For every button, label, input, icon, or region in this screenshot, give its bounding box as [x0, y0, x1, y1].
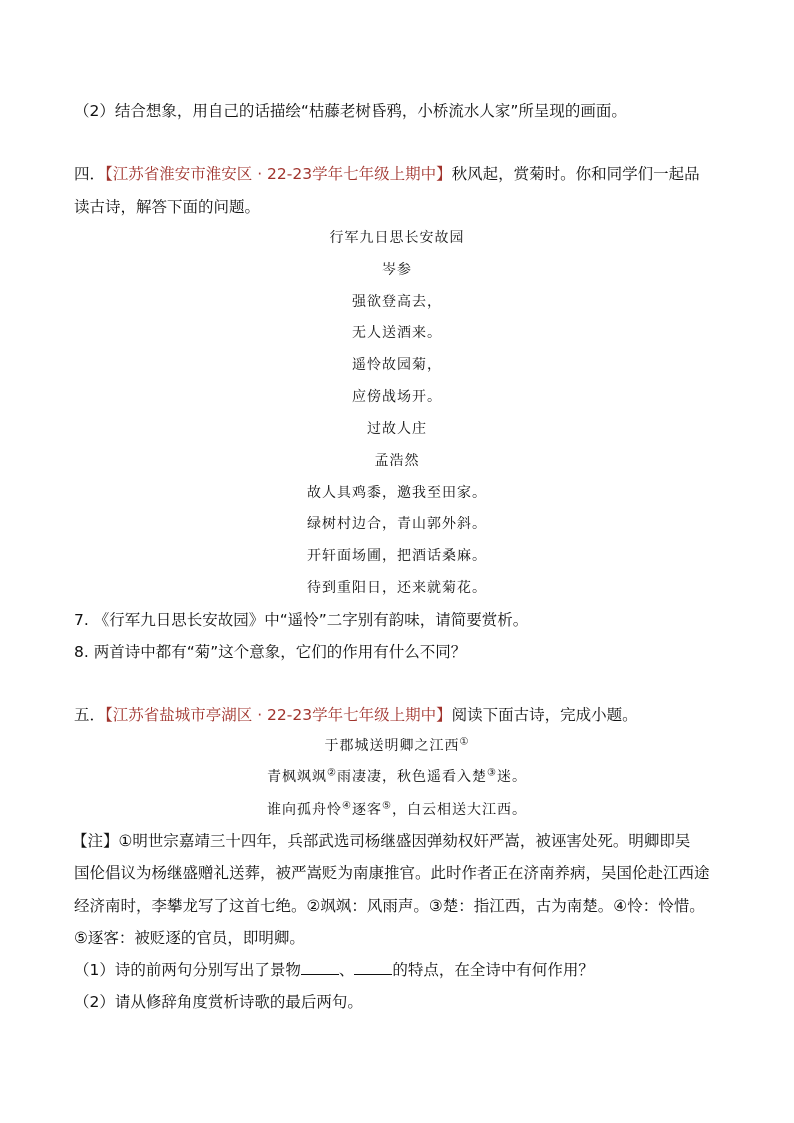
- poem-3-text: ，白云相送大江西。: [391, 802, 527, 818]
- poem-1-title: 行军九日思长安故园: [329, 230, 465, 246]
- poem-2-line: 开轩面场圃，把酒话桑麻。: [307, 548, 487, 564]
- poem-3-title: [0, 736, 794, 756]
- question-text: 、: [338, 961, 355, 979]
- note-line: 国伦倡议为杨继盛赠礼送葬，被严嵩贬为南康推官。此时作者正在济南养病，吴国伦赴江西途: [74, 864, 710, 882]
- section-4-intro-a: 秋风起，赏菊时。你和同学们一起品: [451, 165, 700, 183]
- note-mark: ①: [459, 736, 470, 748]
- question-8: 8. 两首诗中都有“菊”这个意象，它们的作用有什么不同？: [74, 643, 467, 661]
- poem-3-line-2: [0, 800, 794, 820]
- poem-3-text: 逐客: [352, 802, 382, 818]
- note-mark: ④: [342, 800, 352, 812]
- question-text: （1）诗的前两句分别写出了景物: [74, 961, 301, 979]
- poem-3-text: 雨凄凄，秋色遥看入楚: [337, 769, 487, 785]
- section-4-header: [74, 163, 734, 185]
- section-4-intro-b: 读古诗，解答下面的问题。: [74, 198, 261, 216]
- question-7: 7. 《行军九日思长安故园》中“遥怜”二字别有韵味，请简要赏析。: [74, 611, 529, 629]
- note-line: 【注】①明世宗嘉靖三十四年，兵部武选司杨继盛因弹劾权奸严嵩，被诬害处死。明卿即吴: [72, 832, 691, 850]
- poem-3-text: 迷。: [496, 769, 527, 785]
- section-4-source: 【江苏省淮安市淮安区 · 22-23学年七年级上期中】: [105, 165, 452, 183]
- section-4-number: 四．: [74, 165, 106, 183]
- note-mark: ②: [327, 767, 337, 779]
- poem-2-line: 待到重阳日，还来就菊花。: [307, 580, 487, 596]
- poem-3-line-1: [0, 767, 794, 787]
- section-5-source: 【江苏省盐城市亭湖区 · 22-23学年七年级上期中】: [105, 706, 452, 724]
- poem-2-line: 绿树村边合，青山郭外斜。: [307, 516, 487, 532]
- poem-1-line: 遥怜故园菊，: [352, 357, 442, 373]
- poem-3-title-text: 于郡城送明卿之江西: [324, 738, 460, 754]
- section-5-intro: 阅读下面古诗，完成小题。: [451, 706, 638, 724]
- note-line: ⑤逐客：被贬逐的官员，即明卿。: [74, 929, 305, 947]
- poem-1-line: 应傍战场开。: [352, 389, 442, 405]
- note-line: 经济南时，李攀龙写了这首七绝。②飒飒：风雨声。③楚：指江西，古为南楚。④怜：怜惜。: [74, 897, 705, 915]
- question-5-1: [74, 959, 734, 981]
- question-5-2: （2）请从修辞角度赏析诗歌的最后两句。: [74, 993, 363, 1011]
- note-mark: ③: [487, 767, 497, 779]
- poem-2-line: 故人具鸡黍，邀我至田家。: [307, 485, 487, 501]
- poem-3-text: 谁向孤舟怜: [267, 802, 343, 818]
- section-5-header: [74, 704, 734, 726]
- poem-2-author: 孟浩然: [374, 453, 420, 469]
- poem-2-title: 过故人庄: [367, 421, 427, 437]
- poem-3-text: 青枫飒飒: [267, 769, 328, 785]
- question-2-top: （2）结合想象，用自己的话描绘“枯藤老树昏鸦，小桥流水人家”所呈现的画面。: [74, 102, 627, 120]
- answer-blank[interactable]: [301, 960, 339, 975]
- section-5-number: 五．: [74, 706, 106, 724]
- question-text: 的特点，在全诗中有何作用？: [392, 961, 594, 979]
- poem-1-line: 强欲登高去，: [352, 294, 442, 310]
- answer-blank[interactable]: [354, 960, 392, 975]
- poem-1-line: 无人送酒来。: [352, 325, 442, 341]
- poem-1-author: 岑参: [382, 262, 412, 278]
- note-mark: ⑤: [382, 800, 392, 812]
